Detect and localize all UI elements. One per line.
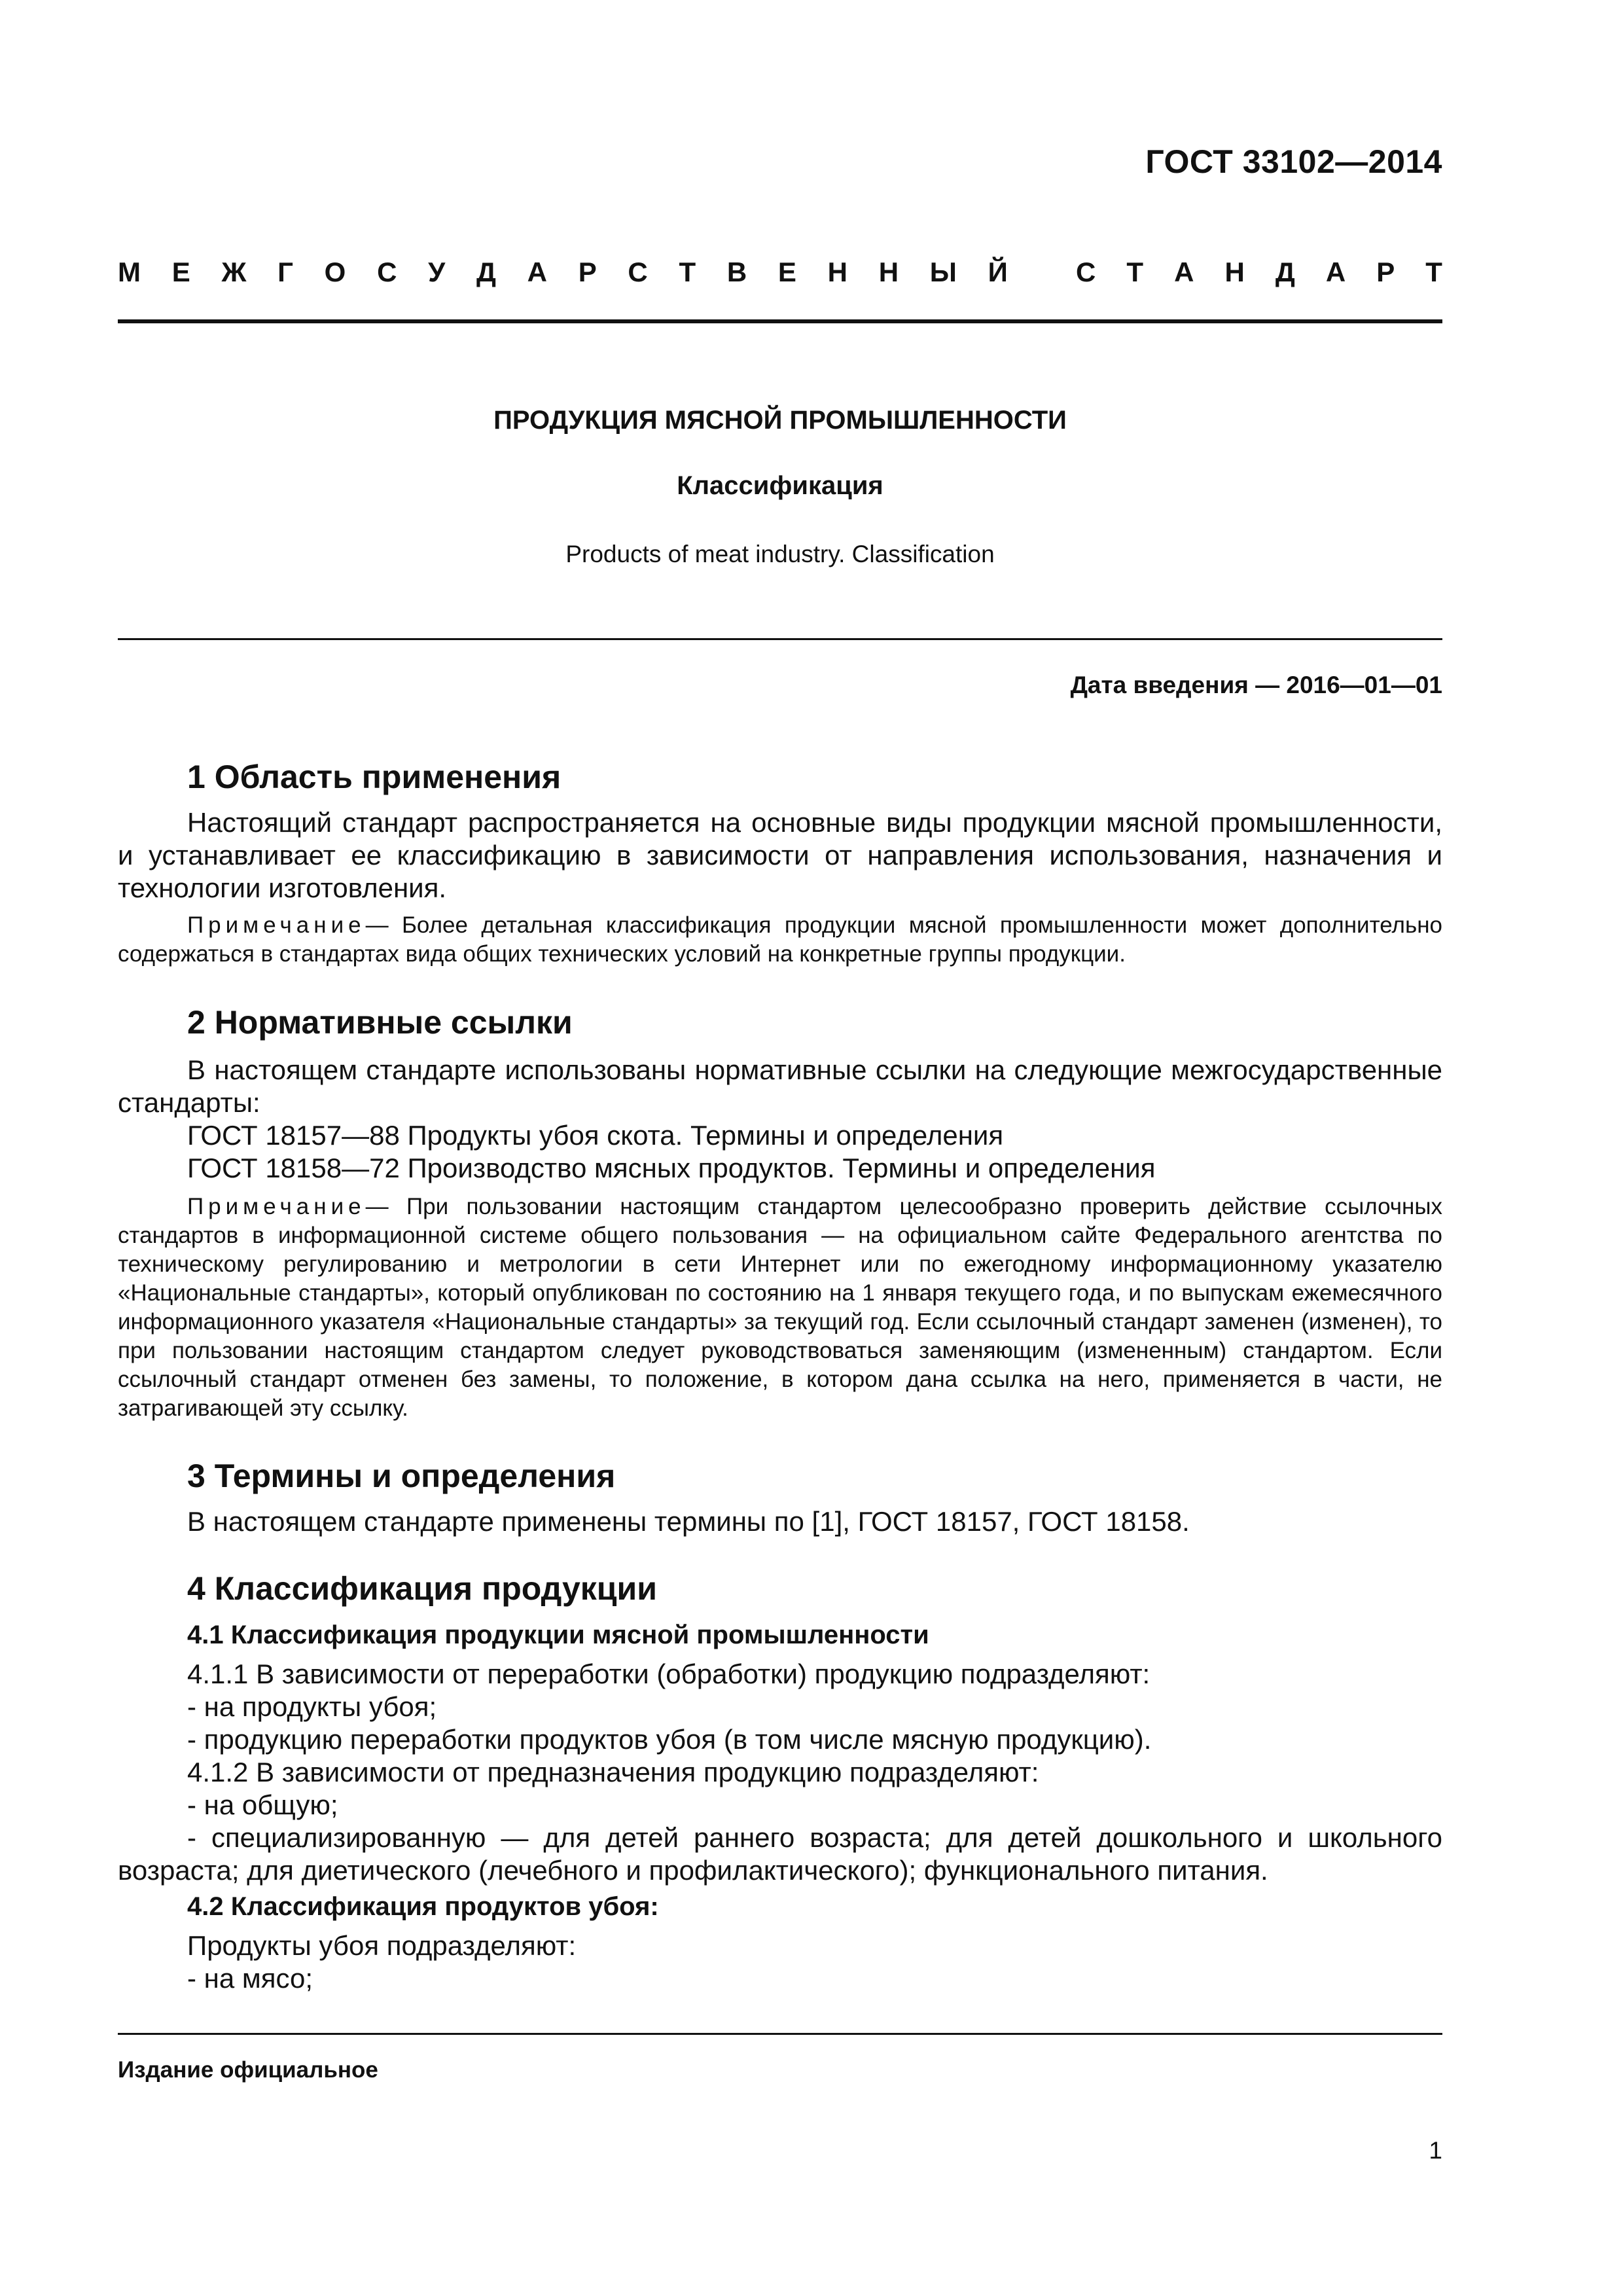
standard-type-letter: О (324, 257, 346, 287)
subsection-4-2-line: Продукты убоя подразделяют: (187, 1930, 577, 1961)
subsection-4-1-paragraph: - специализированную — для детей раннего возраста; для детей дошкольного и школьного возраста; для диетического (лечебного и профилактического); функционального питания. (118, 1822, 1442, 1886)
footer-divider (118, 2033, 1442, 2035)
section-2-text: В настоящем стандарте использованы нормативные ссылки на следующие межгосударственные стандарты: (118, 1054, 1442, 1118)
standard-type-letter: Й (988, 257, 1008, 287)
standard-type-letter: А (1174, 257, 1194, 287)
standard-type-letter: Р (578, 257, 597, 287)
section-3-heading: 3 Термины и определения (187, 1458, 616, 1494)
section-2-note (118, 1193, 1442, 1423)
standard-type-word-1 (118, 257, 1008, 288)
standard-type-letter: Т (679, 257, 696, 287)
standard-type-letter: А (527, 257, 547, 287)
standard-type-letter: В (726, 257, 747, 287)
note-text: — При пользовании настоящим стандартом целесообразно проверить действие ссылочных стандартов в информационной системе общего пользования — на официальном сайте Федерального агентства по техническому регулированию и метрологии в сети Интернет или по ежегодному информационному указателю «Национальные стандарты», который опубликован по состоянию на 1 января текущего года, и по выпускам ежемесячного информационного указателя «Национальные стандарты» за текущий год. Если ссылочный стандарт заменен (изменен), то при пользовании настоящим стандартом следует руководствоваться заменяющим (измененным) стандартом. Если ссылочный стандарт отменен без замены, то положение, в котором дана ссылка на него, применяется в части, не затрагивающей эту ссылку. (118, 1194, 1442, 1421)
standard-type-letter: Н (1224, 257, 1245, 287)
standard-type-letter: А (1325, 257, 1346, 287)
subsection-4-1-heading: 4.1 Классификация продукции мясной промышленности (187, 1621, 929, 1649)
standard-type-letter: Н (878, 257, 899, 287)
document-page (118, 0, 1442, 2296)
standard-type-letter: М (118, 257, 141, 287)
subsection-4-1-line: - продукцию переработки продуктов убоя (в том числе мясную продукцию). (187, 1724, 1152, 1755)
normative-reference: ГОСТ 18158—72 Производство мясных продуктов. Термины и определения (187, 1153, 1156, 1183)
subsection-4-1-line: 4.1.1 В зависимости от переработки (обработки) продукцию подразделяют: (187, 1659, 1150, 1689)
standard-type-letter: Т (1425, 257, 1442, 287)
document-subtitle: Классификация (677, 471, 883, 500)
standard-type-letter: Н (827, 257, 847, 287)
section-3-text: В настоящем стандарте применены термины по [1], ГОСТ 18157, ГОСТ 18158. (187, 1506, 1190, 1537)
standard-type-letter: Р (1376, 257, 1395, 287)
note-text: — Более детальная классификация продукции мясной промышленности может дополнительно содержаться в стандартах вида общих технических условий на конкретные группы продукции. (118, 912, 1442, 967)
introduction-date: Дата введения — 2016—01—01 (1070, 672, 1442, 698)
section-1-text: Настоящий стандарт распространяется на основные виды продукции мясной промышленности, и устанавливает ее классификацию в зависимости от направления использования, назначения и технологии изготовления. (118, 807, 1442, 903)
normative-reference: ГОСТ 18157—88 Продукты убоя скота. Термины и определения (187, 1120, 1004, 1151)
standard-type-letter: С (628, 257, 648, 287)
note-label: Примечание (187, 1194, 366, 1219)
header-divider (118, 319, 1442, 323)
standard-type-letter: Д (1275, 257, 1295, 287)
standard-type-letter: У (428, 257, 446, 287)
subsection-4-1-line: - на продукты убоя; (187, 1691, 437, 1722)
standard-type-letter: С (377, 257, 397, 287)
standard-type-letter: Т (1126, 257, 1144, 287)
section-1-note (118, 911, 1442, 969)
document-title: ПРОДУКЦИЯ МЯСНОЙ ПРОМЫШЛЕННОСТИ (493, 406, 1067, 435)
section-2-heading: 2 Нормативные ссылки (187, 1004, 573, 1041)
section-1-heading: 1 Область применения (187, 759, 562, 795)
standard-type-letter: Е (777, 257, 796, 287)
title-divider (118, 638, 1442, 640)
standard-type-letter: С (1076, 257, 1096, 287)
subsection-4-1-line: 4.1.2 В зависимости от предназначения продукцию подразделяют: (187, 1757, 1039, 1787)
standard-type-letter: Ы (929, 257, 957, 287)
standard-type-letter: Е (171, 257, 190, 287)
standard-type-word-2 (1076, 257, 1442, 288)
standard-type-letter: Ж (221, 257, 247, 287)
standard-type-letter: Д (476, 257, 496, 287)
page-number: 1 (1429, 2137, 1442, 2164)
note-label: Примечание (187, 912, 366, 938)
subsection-4-2-line: - на мясо; (187, 1963, 313, 1994)
section-4-heading: 4 Классификация продукции (187, 1570, 658, 1607)
document-code: ГОСТ 33102—2014 (1145, 143, 1442, 180)
standard-type-heading (118, 257, 1442, 288)
document-title-english: Products of meat industry. Classification (565, 541, 995, 567)
subsection-4-2-heading: 4.2 Классификация продуктов убоя: (187, 1892, 659, 1921)
edition-label: Издание официальное (118, 2057, 378, 2083)
standard-type-letter: Г (277, 257, 293, 287)
subsection-4-1-line: - на общую; (187, 1789, 338, 1820)
